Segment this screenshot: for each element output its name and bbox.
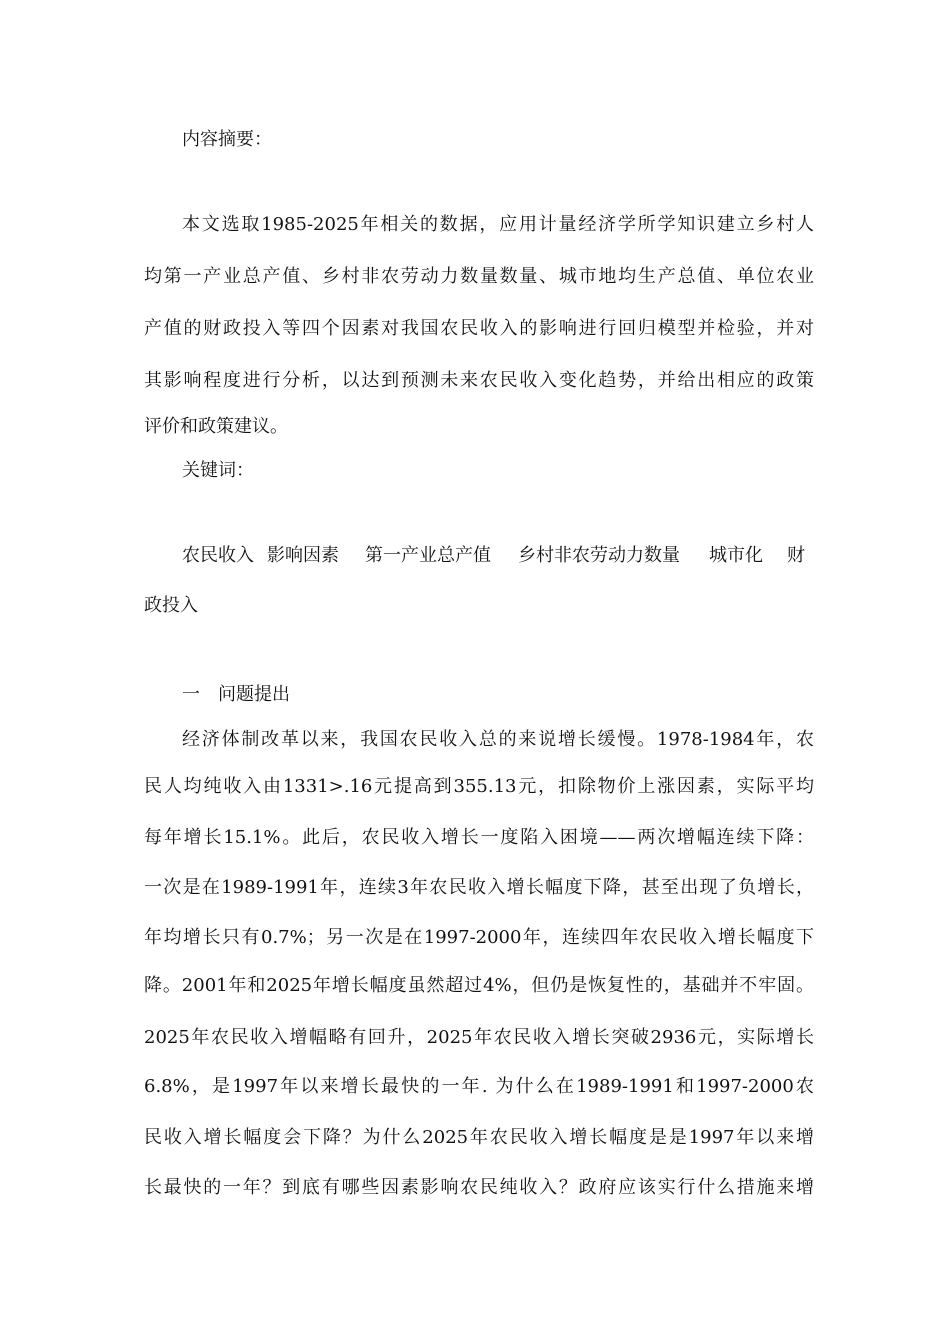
section-heading: 一 问题提出 [182,684,290,705]
keywords-heading: 关键词： [182,460,254,481]
body-line: 降。2001年和2025年增长幅度虽然超过4%，但仍是恢复性的，基础并不牢固。 [144,975,814,996]
body-line: 经济体制改革以来，我国农民收入总的来说增长缓慢。1978-1984年，农 [182,729,814,750]
keyword: 影响因素 [267,545,339,566]
keyword: 财 [787,545,805,566]
keywords-wrap: 政投入 [144,595,198,616]
body-line: 2025年农民收入增幅略有回升，2025年农民收入增长突破2936元，实际增长 [144,1027,814,1048]
abstract-line: 均第一产业总产值、乡村非农劳动力数量数量、城市地均生产总值、单位农业 [144,266,814,287]
body-line: 6.8%，是1997年以来增长最快的一年. 为什么在1989-1991和1997-2000农 [144,1076,814,1097]
abstract-line: 评价和政策建议。 [144,416,288,437]
keyword: 农民收入 [182,545,254,566]
body-line: 年均增长只有0.7%；另一次是在1997-2000年，连续四年农民收入增长幅度下 [144,927,814,948]
body-line: 一次是在1989-1991年，连续3年农民收入增长幅度下降，甚至出现了负增长， [144,877,814,898]
abstract-line: 产值的财政投入等四个因素对我国农民收入的影响进行回归模型并检验，并对 [144,318,814,339]
body-line: 民收入增长幅度会下降？为什么2025年农民收入增长幅度是是1997年以来增 [144,1127,814,1148]
body-line: 每年增长15.1%。此后，农民收入增长一度陷入困境——两次增幅连续下降： [144,827,814,848]
body-line: 民人均纯收入由1331>.16元提高到355.13元，扣除物价上涨因素，实际平均 [144,776,814,797]
abstract-heading: 内容摘要： [182,129,272,150]
body-line: 长最快的一年？到底有哪些因素影响农民纯收入？政府应该实行什么措施来增 [144,1177,814,1198]
keyword: 第一产业总产值 [365,545,491,566]
keyword: 城市化 [709,545,763,566]
keyword: 乡村非农劳动力数量 [518,545,680,566]
abstract-line: 本文选取1985-2025年相关的数据，应用计量经济学所学知识建立乡村人 [182,214,814,235]
abstract-line: 其影响程度进行分析，以达到预测未来农民收入变化趋势，并给出相应的政策 [144,370,814,391]
